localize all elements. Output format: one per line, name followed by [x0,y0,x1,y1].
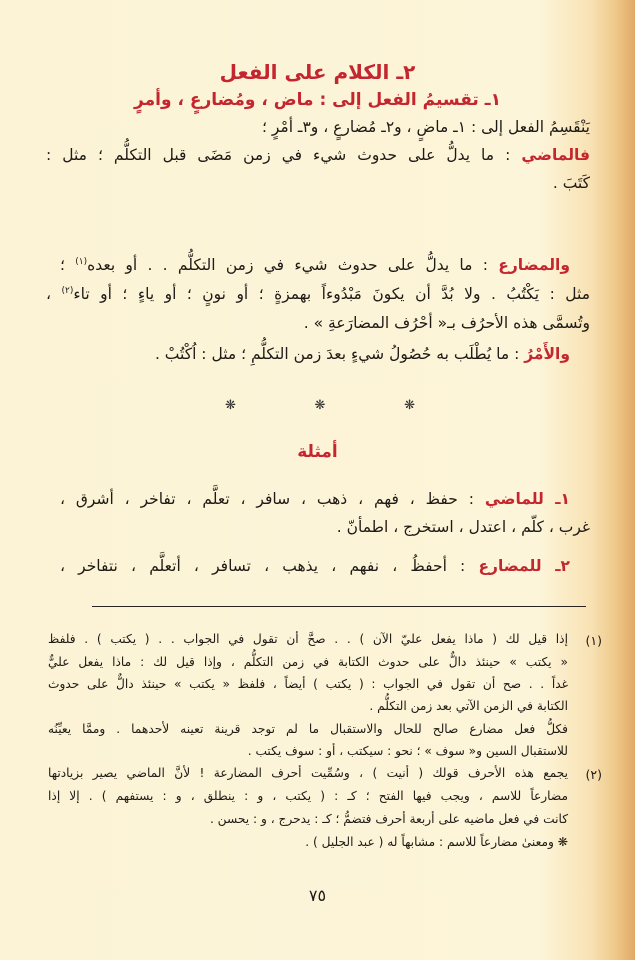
mudari-text-end: ؛ [60,256,76,275]
footnote-2-line: يجمع هذه الأحرف قولك ( أنيت ) ، وسُمِّيت أحرف المضارعة ! لأنَّ الماضي يصير بزيادتها [48,766,568,780]
mudari-line-2 [46,287,590,303]
madi-definition [46,148,590,164]
madi-text: : ما يدلُّ على حدوث شيء في زمن مَضَى قبل التكلُّم ؛ مثل : [46,146,522,164]
footnote-1-line: فكلُّ فعل مضارع صالح للحال والاستقبال ما لم توجد قرينة تعينه لأحدهما . وممَّا يعيِّنُه [48,722,568,736]
footnote-divider [92,606,586,607]
mudari-line-3: وتُسمَّى هذه الأحرُف بـ« أحْرُف المضارَعةِ » . [303,314,590,332]
amr-definition [120,347,570,363]
page-number: ٧٥ [308,886,327,905]
madi-example: كَتَبَ . [552,174,590,192]
examples-madi [60,492,570,508]
footnote-2-line: ❋ ومعنىٰ مضارعاً للاسم : مشابهاً له ( عبد الجليل ) . [305,835,568,849]
footnote-1-line: للاستقبال السين و« سوف » ؛ نحو : سيكتب ، أو : سوف يكتب . [247,744,568,758]
examples-title: أمثلة [297,442,338,462]
intro-paragraph: يَنْقَسِمُ الفعل إلى : ١ـ ماضٍ ، و٢ـ مُضارعٍ ، و٣ـ أمْرٍ ؛ [261,118,590,136]
examples-madi-text: : حفظ ، فهم ، ذهب ، سافر ، تعلَّم ، تفاخر ، أشرق ، [60,490,485,508]
footnote-ref-1[interactable]: (١) [75,257,88,267]
footnote-number: (١) [585,633,602,648]
subheading: ١ـ تقسيمُ الفعل إلى : ماض ، ومُضارعٍ ، وأمرٍ [134,90,501,110]
footnote-1-line: غداً . . صح أن تقول في الجواب : ( يكتب ) أيضاً ، فلفظ « يكتب » حينئذ دالٌّ على حدوث [48,677,568,691]
footnote-1-line: إذا قيل لك ( ماذا يفعل عليّ الآن ) . . صحَّ أن تقول في الجواب . . ( يكتب ) . فلفظ [48,632,568,646]
examples-mudari [60,559,570,575]
mudari-text: : ما يدلُّ على حدوث شيء في زمن التكلُّم . . أو بعده [87,256,499,275]
section-title: ٢ـ الكلام على الفعل [219,60,416,84]
footnote-ref-2[interactable]: (٢) [61,286,74,296]
amr-text: : ما يُطْلَب به حُصُولُ شيءٍ بعدَ زمن التكلُّمِ ؛ مثل : اُكْتُبْ . [154,345,525,363]
mudari-line-2a: مثل : يَكْتُبُ . ولا بُدَّ أن يكونَ مَبْدُوءاً بهمزةٍ ؛ أو نونٍ ؛ أو ياءٍ ؛ أو تاء [73,285,590,304]
mudari-line-2b: ، [46,285,62,304]
footnote-number: (٢) [585,767,602,782]
examples-mudari-label: ٢ـ للمضارع [478,557,571,575]
star-icon: ❋ [314,398,326,413]
mudari-label: والمضارع [498,256,570,275]
footnote-1-line: « يكتب » حينئذ دالٌّ على حدوث الكتابة في زمن التكلُّم ، وإذا قيل لك : ماذا يفعل عليٌّ [48,655,568,669]
mudari-definition [60,258,570,274]
amr-label: والأَمْرُ [524,345,570,363]
examples-madi-line-2: غرب ، كلّم ، اعتدل ، استخرج ، اطمأنّ . [336,518,590,536]
section-separator [225,398,415,413]
footnote-2-line: مضارعاً للاسم ، ويجب فيها الفتح ؛ كـ : ( يكتب ، و : ينطلق ، و : يستفهم ) . إلا إذا [48,789,568,803]
star-icon: ❋ [225,398,236,413]
examples-mudari-text: : أحفظُ ، نفهم ، يذهب ، تسافر ، أتعلَّم ، نتفاخر ، [60,557,479,575]
footnote-1-line: الكتابة في الزمن الآتي بعد زمن التكلُّم . [369,699,568,713]
footnote-2-line: كانت في فعل ماضيه على أربعة أحرف فتضمُّ ؛ كـ : يدحرج ، و : يحسن . [209,812,568,826]
examples-madi-label: ١ـ للماضي [484,490,570,508]
star-icon: ❋ [404,398,415,413]
madi-label: فالماضي [521,146,590,164]
